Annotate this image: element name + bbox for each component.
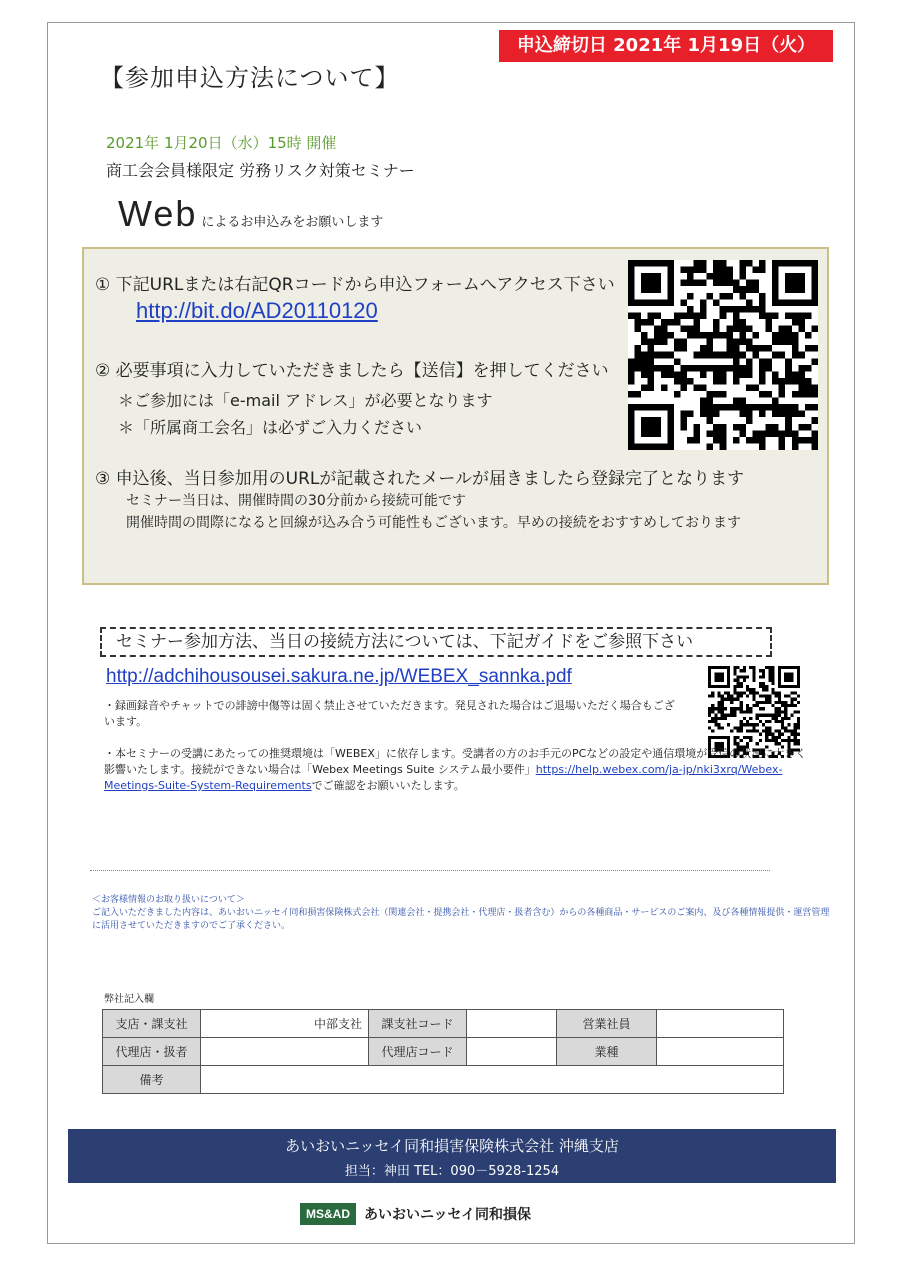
office-use-table: [102, 1009, 784, 1094]
category-field[interactable]: [657, 1038, 784, 1066]
footer-company: あいおいニッセイ同和損害保険株式会社 沖縄支店: [285, 1137, 619, 1155]
brand-logo: [300, 1201, 531, 1227]
office-use-label: 弊社記入欄: [104, 994, 154, 1005]
agent-code-label: 代理店コード: [369, 1038, 467, 1066]
privacy-body: ご記入いただきました内容は、あいおいニッセイ同和損害保険株式会社（関連会社・提携会社・代理店・扱者含む）からの各種商品・サービスのご案内、及び各種情報提供・運営管理に活用させていただきますのでご了承ください。: [92, 908, 830, 931]
step-2: ② 必要事項に入力していただきましたら【送信】を押してください: [95, 361, 609, 381]
step-3: ③ 申込後、当日参加用のURLが記載されたメールが届きましたら登録完了となります: [95, 469, 745, 489]
web-subtext: によるお申込みをお願いします: [201, 215, 384, 230]
notice-environment: [104, 746, 814, 794]
application-form-link[interactable]: http://bit.do/AD20110120: [136, 298, 378, 323]
guide-heading: セミナー参加方法、当日の接続方法については、下記ガイドをご参照下さい: [100, 627, 772, 657]
brand-name: あいおいニッセイ同和損保: [364, 1207, 532, 1223]
step-2-note-chamber: ＊「所属商工会名」は必ずご入力ください: [118, 418, 423, 437]
page-title: 【参加申込方法について】: [100, 64, 400, 92]
application-qr-code-icon[interactable]: [628, 260, 818, 450]
remarks-label: 備考: [103, 1066, 201, 1094]
table-row: [103, 1066, 784, 1094]
webex-requirements-link[interactable]: https://help.webex.com/ja-jp/nki3xrq/Webex-Meetings-Suite-System-Requirements: [104, 763, 783, 792]
event-date: 2021年 1月20日（水）15時 開催: [106, 134, 337, 152]
agent-label: 代理店・扱者: [103, 1038, 201, 1066]
category-label: 業種: [557, 1038, 657, 1066]
table-row: [103, 1010, 784, 1038]
footer-contact-bar: [68, 1129, 836, 1183]
sales-staff-label: 営業社員: [557, 1010, 657, 1038]
web-heading: Web: [118, 193, 198, 234]
notice-recording: ・録画録音やチャットでの誹謗中傷等は固く禁止させていただきます。発見された場合はご退場いただく場合もございます。: [104, 699, 675, 728]
notice-environment-text: ・本セミナーの受講にあたっての推奨環境は「WEBEX」に依存します。受講者の方のお手元のPCなどの設定や通信環境が受信の状況に大きく影響いたします。接続ができない場合は「Webex Meetings Suite システム最小要件」: [104, 747, 807, 776]
guide-link[interactable]: http://adchihousousei.sakura.ne.jp/WEBEX_sannka.pdf: [106, 666, 572, 687]
sales-staff-field[interactable]: [657, 1010, 784, 1038]
privacy-notice: [92, 894, 832, 933]
section-code-label: 課支社コード: [369, 1010, 467, 1038]
notice-environment-tail: でご確認をお願いいたします。: [311, 779, 465, 792]
remarks-field[interactable]: [201, 1066, 784, 1094]
step-3-detail-1: セミナー当日は、開催時間の30分前から接続可能です: [126, 493, 466, 509]
footer-contact: 担当：神田 TEL：090－5928-1254: [344, 1164, 560, 1179]
step-3-detail-2: 開催時間の間際になると回線が込み合う可能性もございます。早めの接続をおすすめしております: [126, 515, 742, 531]
section-code-field[interactable]: [467, 1010, 557, 1038]
step-2-note-email: ＊ご参加には「e-mail アドレス」が必要となります: [118, 391, 493, 410]
step-1: ① 下記URLまたは右記QRコードから申込フォームへアクセス下さい: [95, 275, 615, 295]
agent-code-field[interactable]: [467, 1038, 557, 1066]
web-application-line: [118, 193, 383, 235]
table-row: [103, 1038, 784, 1066]
branch-label: 支店・課支社: [103, 1010, 201, 1038]
agent-field[interactable]: [201, 1038, 369, 1066]
msad-logo: MS&AD: [300, 1203, 356, 1225]
divider: [90, 870, 770, 871]
privacy-heading: ＜お客様情報のお取り扱いについて＞: [92, 895, 245, 905]
branch-value: 中部支社: [201, 1010, 369, 1038]
guide-qr-code-icon[interactable]: [708, 666, 800, 758]
event-name: 商工会会員様限定 労務リスク対策セミナー: [106, 161, 415, 180]
deadline-banner: 申込締切日 2021年 1月19日（火）: [499, 30, 833, 62]
